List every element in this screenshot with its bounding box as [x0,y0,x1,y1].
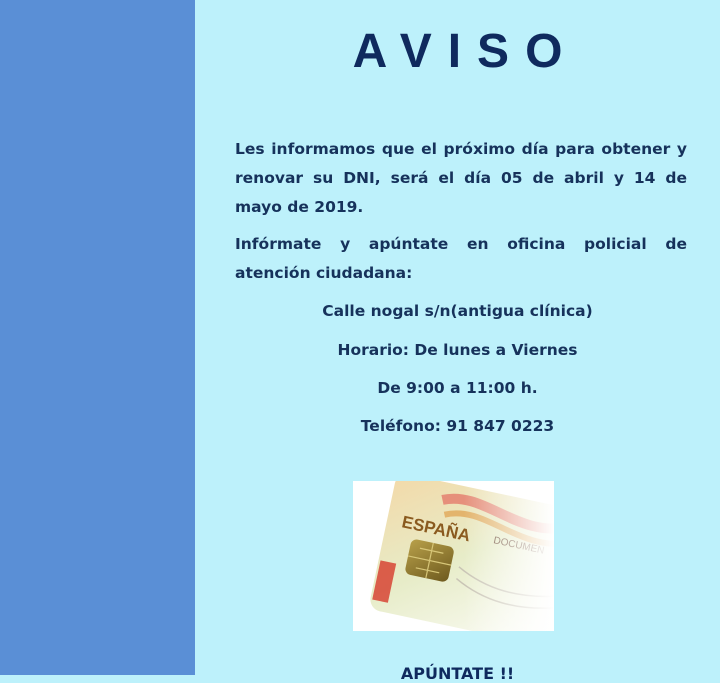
notice-paragraph-office: Infórmate y apúntate en oficina policial de atención ciudadana: [235,235,687,282]
notice-content [195,0,720,683]
page-title: AVISO [352,25,579,78]
notice-paragraph-dates: Les informamos que el próximo día para obtener y renovar su DNI, será el día 05 de abril y 14 de mayo de 2019. [235,140,687,216]
phone-line: Teléfono: 91 847 0223 [360,417,555,435]
hours-line: De 9:00 a 11:00 h. [377,379,538,397]
left-color-band [0,0,195,675]
dni-card-icon [353,481,554,631]
dni-card-image [353,481,554,631]
address-line: Calle nogal s/n(antigua clínica) [322,302,593,320]
footer-call-to-action: APÚNTATE !! [400,664,515,683]
schedule-line: Horario: De lunes a Viernes [337,341,578,359]
